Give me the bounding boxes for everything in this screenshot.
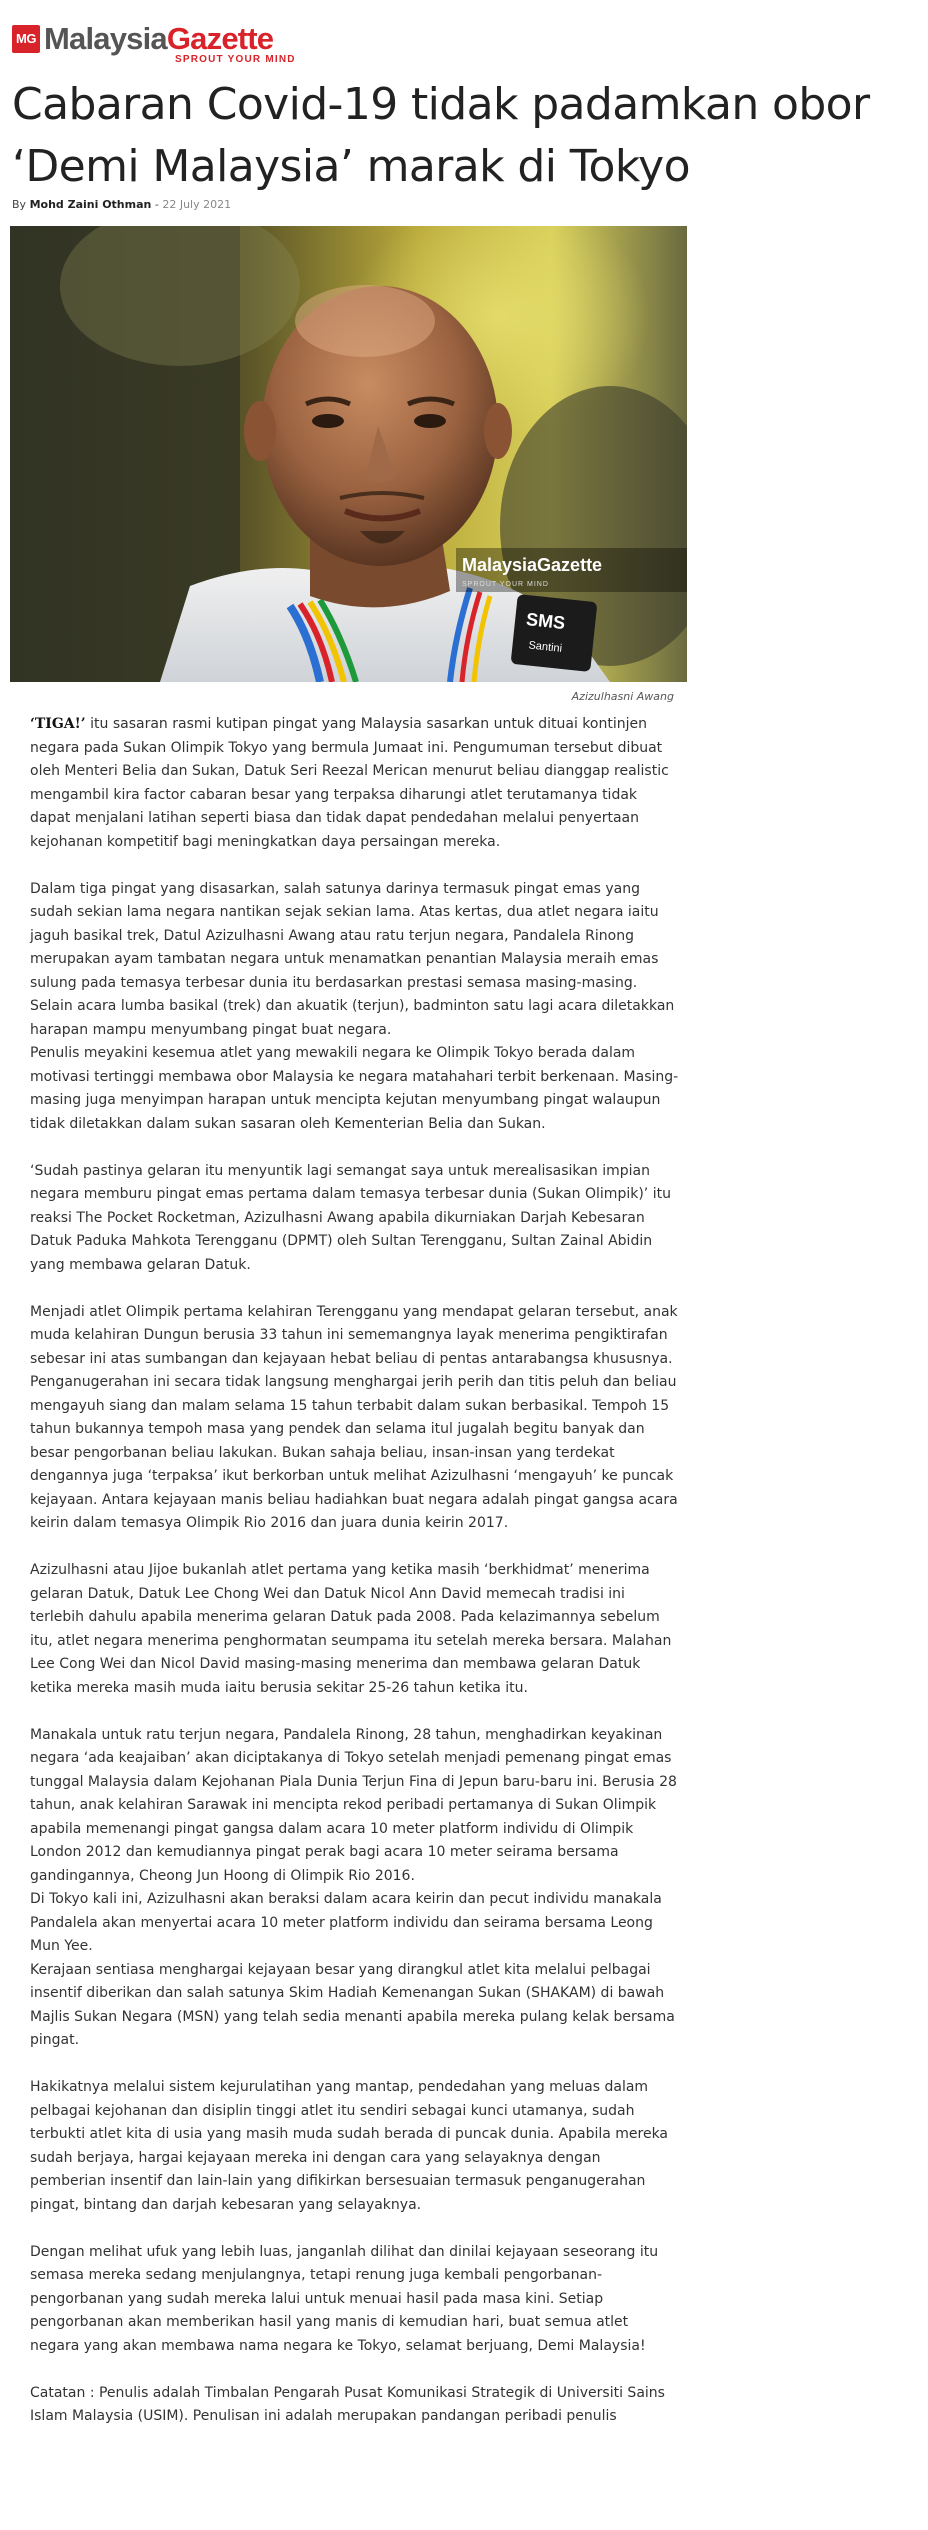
- paragraph-text: itu sasaran rasmi kutipan pingat yang Malaysia sasarkan untuk dituai kontinjen negara pada Sukan Olimpik Tokyo yang bermula Jumaat ini. Pengumuman tersebut dibuat oleh Menteri Belia dan Sukan, Datuk Seri Reezal Merican menurut beliau dianggap realistic mengambil kira factor cabaran besar yang terpaksa diharungi atlet terutamanya tidak dapat menjalani latihan seperti biasa dan tidak dapat pendedahan melalui penyertaan kejohanan kompetitif bagi meningkatkan daya persaingan mereka.: [30, 716, 669, 850]
- article-paragraph: [30, 1959, 680, 2053]
- paragraph-text: Penulis meyakini kesemua atlet yang mewakili negara ke Olimpik Tokyo berada dalam motivasi tertinggi membawa obor Malaysia ke negara matahahari terbit berkenaan. Masing-masing juga menyimpan harapan untuk mencipta kejutan menyumbang pingat walaupun tidak diletakkan dalam sukan sasaran oleh Kementerian Belia dan Sukan.: [30, 1045, 679, 1132]
- paragraph-text: Catatan : Penulis adalah Timbalan Pengarah Pusat Komunikasi Strategik di Universiti Sains Islam Malaysia (USIM). Penulisan ini adalah merupakan pandangan peribadi penulis: [30, 2384, 665, 2424]
- hero-image: [10, 226, 687, 682]
- image-watermark-sub: SPROUT YOUR MIND: [462, 581, 549, 588]
- paragraph-text: Dengan melihat ufuk yang lebih luas, janganlah dilihat dan dinilai kejayaan seseorang itu semasa mereka sedang menjulangnya, tetapi renung juga kembali pengorbanan-pengorbanan yang sudah mereka lalui untuk menuai hasil pada masa kini. Setiap pengorbanan akan memberikan hasil yang manis di kemudian hari, buat semua atlet negara yang akan membawa nama negara ke Tokyo, selamat berjuang, Demi Malaysia!: [30, 2243, 659, 2354]
- article-paragraph: [30, 1301, 680, 1372]
- byline-date: 22 July 2021: [162, 198, 232, 211]
- site-logo[interactable]: [12, 20, 312, 64]
- image-helmet-sub: Santini: [527, 639, 563, 655]
- byline-author[interactable]: Mohd Zaini Othman: [29, 198, 152, 211]
- paragraph-text: ‘Sudah pastinya gelaran itu menyuntik lagi semangat saya untuk merealisasikan impian negara memburu pingat emas pertama dalam temasya terbesar dunia (Sukan Olimpik)’ itu reaksi The Pocket Rocketman, Azizulhasni Awang apabila dikurniakan Darjah Kebesaran Datuk Paduka Mahkota Terengganu (DPMT) oleh Sultan Terengganu, Sultan Zainal Abidin yang membawa gelaran Datuk.: [30, 1162, 671, 1273]
- paragraph-text: Penganugerahan ini secara tidak langsung menghargai jerih perih dan titis peluh dan beliau mengayuh siang dan malam selama 15 tahun terbabit dalam sukan berbasikal. Tempoh 15 tahun bukannya tempoh masa yang pendek dan selama itul jugalah begitu banyak dan besar pengorbanan beliau lakukan. Bukan sahaja beliau, insan-insan yang terdekat dengannya juga ‘terpaksa’ ikut berkorban untuk melihat Azizulhasni ‘mengayuh’ ke puncak kejayaan. Antara kejayaan manis beliau hadiahkan buat negara adalah pingat gangsa acara keirin dalam temasya Olimpik Rio 2016 dan juara dunia keirin 2017.: [30, 1374, 678, 1531]
- logo-tagline: SPROUT YOUR MIND: [175, 54, 296, 65]
- hero-photo-illustration: [10, 226, 687, 682]
- article-title: Cabaran Covid-19 tidak padamkan obor ‘Demi Malaysia’ marak di Tokyo: [12, 79, 870, 192]
- logo-wordmark: [44, 20, 273, 58]
- paragraph-text: Manakala untuk ratu terjun negara, Pandalela Rinong, 28 tahun, menghadirkan keyakinan negara ‘ada keajaiban’ akan diciptakanya di Tokyo setelah menjadi pemenang pingat emas tunggal Malaysia dalam Kejohanan Piala Dunia Terjun Fina di Jepun baru-baru ini. Berusia 28 tahun, anak kelahiran Sarawak ini mencipta rekod peribadi pertamanya di Sukan Olimpik apabila memenangi pingat gangsa dalam acara 10 meter platform individu di Olimpik London 2012 dan kemudiannya pingat perak bagi acara 10 meter seirama bersama gandingannya, Cheong Jun Hoong di Olimpik Rio 2016.: [30, 1726, 677, 1884]
- image-watermark: MalaysiaGazette: [462, 555, 603, 575]
- paragraph-text: Kerajaan sentiasa menghargai kejayaan besar yang dirangkul atlet kita melalui pelbagai insentif diberikan dan salah satunya Skim Hadiah Kemenangan Sukan (SHAKAM) di bawah Majlis Sukan Negara (MSN) yang telah sedia menanti apabila mereka pulang kelak bersama pingat.: [30, 1961, 675, 2048]
- byline-separator: -: [151, 198, 163, 211]
- logo-mark-icon: MG: [12, 25, 40, 53]
- article-paragraph: [30, 2241, 680, 2359]
- article-paragraph: [30, 2382, 680, 2429]
- article-paragraph: [30, 1371, 680, 1536]
- article-paragraph: [30, 1888, 680, 1959]
- paragraph-text: Azizulhasni atau Jijoe bukanlah atlet pertama yang ketika masih ‘berkhidmat’ menerima gelaran Datuk, Datuk Lee Chong Wei dan Datuk Nicol Ann David memecah tradisi ini terlebih dahulu apabila menerima gelaran Datuk pada 2008. Pada kelazimannya sebelum itu, atlet negara menerima penghormatan seumpama itu setelah mereka bersara. Malahan Lee Cong Wei dan Nicol David masing-masing menerima dan membawa gelaran Datuk ketika mereka masih muda iaitu berusia sekitar 25-26 tahun ketika itu.: [30, 1562, 672, 1696]
- byline-by: By: [12, 198, 27, 211]
- paragraph-text: Hakikatnya melalui sistem kejurulatihan yang mantap, pendedahan yang meluas dalam pelbagai kejohanan dan disiplin tinggi atlet itu sendiri sebagai kunci utamanya, sudah terbukti atlet kita di usia yang masih muda sudah berada di puncak dunia. Apabila mereka sudah berjaya, hargai kejayaan mereka ini dengan cara yang selayaknya dengan pemberian insentif dan lain-lain yang difikirkan bersesuaian termasuk penganugerahan pingat, bintang dan darjah kebesaran yang selayaknya.: [30, 2079, 669, 2213]
- article-paragraph: [30, 1160, 680, 1278]
- byline: [12, 198, 231, 211]
- article-paragraph: [30, 1559, 680, 1700]
- paragraph-text: Dalam tiga pingat yang disasarkan, salah satunya darinya termasuk pingat emas yang sudah sekian lama negara nantikan sejak sekian lama. Atas kertas, dua atlet negara iaitu jaguh basikal trek, Datul Azizulhasni Awang atau ratu terjun negara, Pandalela Rinong merupakan ayam tambatan negara untuk menamatkan penantian Malaysia meraih emas sulung pada temasya terbesar dunia itu berdasarkan prestasi semasa masing-masing. Selain acara lumba basikal (trek) dan akuatik (terjun), badminton satu lagi acara diletakkan harapan mampu menyumbang pingat buat negara.: [30, 880, 675, 1038]
- article-paragraph: [30, 1042, 680, 1136]
- image-caption: Azizulhasni Awang: [571, 690, 674, 703]
- paragraph-text: Di Tokyo kali ini, Azizulhasni akan beraksi dalam acara keirin dan pecut individu manakala Pandalela akan menyertai acara 10 meter platform individu dan seirama bersama Leong Mun Yee.: [30, 1891, 662, 1954]
- article-paragraph: [30, 713, 680, 854]
- paragraph-text: Menjadi atlet Olimpik pertama kelahiran Terengganu yang mendapat gelaran tersebut, anak muda kelahiran Dungun berusia 33 tahun ini sememangnya layak menerima pengiktirafan sebesar ini atas sumbangan dan kejayaan hebat beliau di pentas antarabangsa khususnya.: [30, 1303, 678, 1367]
- article-body: [30, 713, 680, 2429]
- logo-part-malaysia: Malaysia: [44, 21, 167, 56]
- article-paragraph: [30, 1724, 680, 1889]
- logo-part-gazette: Gazette: [166, 21, 274, 56]
- lead-word: ‘TIGA!’: [30, 716, 86, 732]
- article-paragraph: [30, 2076, 680, 2217]
- image-helmet-text: SMS: [525, 609, 567, 634]
- article-paragraph: [30, 878, 680, 1043]
